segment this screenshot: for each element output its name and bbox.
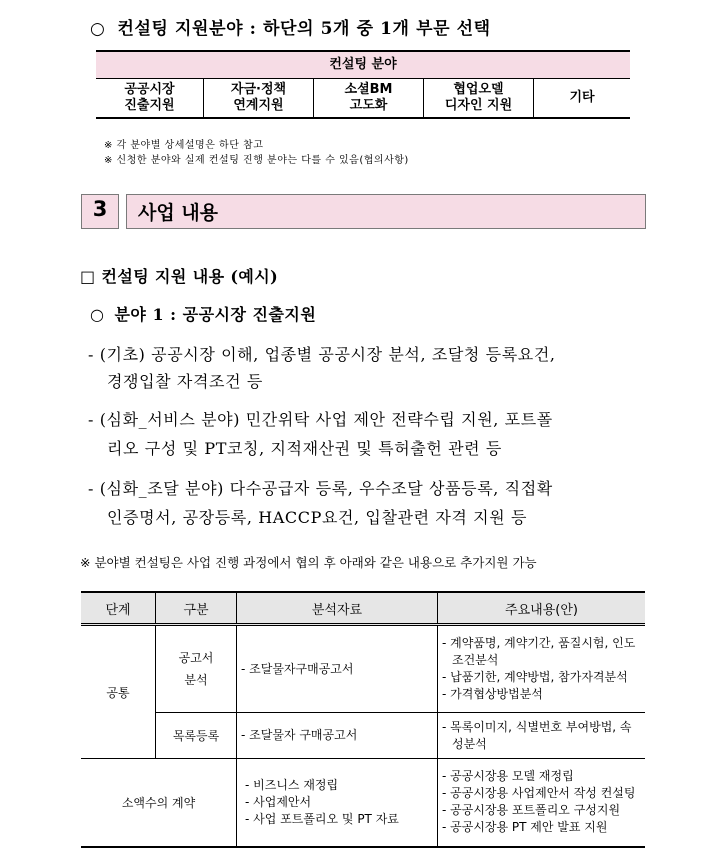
section-number: 3 [92, 197, 108, 221]
intro-heading [90, 14, 491, 39]
extra-note: ※ 분야별 컨설팅은 사업 진행 과정에서 협의 후 아래와 같은 내용으로 추가지원 가능 [80, 555, 537, 570]
contents-row1 [438, 625, 646, 713]
detail-2-line1: - (심화_서비스 분야) 민간위탁 사업 제안 전략수립 지원, 포트폴 [88, 410, 553, 429]
content-item: - 납품기한, 계약방법, 참가자격분석 [442, 670, 628, 684]
detail-3-line2: 인증명서, 공장등록, HACCP요건, 입찰관련 자격 지원 등 [107, 508, 527, 527]
field-table-header: 컨설팅 분야 [96, 51, 630, 79]
support-heading: □ 컨설팅 지원 내용 (예시) [80, 267, 279, 286]
detail-1-line2: 경쟁입찰 자격조건 등 [107, 372, 263, 391]
content-item: 조건분석 [452, 653, 499, 667]
field-other: 기타 [534, 79, 631, 119]
content-item: - 가격협상방법분석 [442, 687, 543, 701]
note-1: ※ 각 분야별 상세설명은 하단 참고 [104, 140, 264, 151]
field1-heading-text: 분야 1 : 공공시장 진출지원 [114, 305, 317, 324]
col-header-category: 구분 [156, 592, 237, 625]
circle-bullet-icon: ○ [90, 19, 106, 39]
field1-heading [90, 302, 316, 325]
material-item: - 사업 포트폴리오 및 PT 자료 [245, 811, 399, 826]
col-header-contents: 주요내용(안) [438, 592, 646, 625]
material-item: - 조달물자구매공고서 [241, 661, 354, 676]
intro-heading-text: 컨설팅 지원분야 : 하단의 5개 중 1개 부문 선택 [117, 19, 491, 39]
detail-2-line2: 리오 구성 및 PT코칭, 지적재산권 및 특허출헌 관련 등 [107, 439, 502, 458]
content-item: - 공공시장용 사업제안서 작성 컨설팅 [442, 786, 636, 801]
contents-row3 [438, 759, 646, 847]
materials-row1 [237, 625, 438, 713]
field-funding-policy: 자금·정책 연계지원 [204, 79, 314, 119]
note-2: ※ 신청한 분야와 실제 컨설팅 진행 분야는 다를 수 있음(협의사항) [104, 155, 409, 166]
category-line: 공고서 [178, 651, 214, 665]
category-notice-analysis [156, 625, 237, 713]
field-collab-design: 협업오델 디자인 지원 [424, 79, 534, 119]
material-item: - 조달물자 구매공고서 [241, 728, 358, 742]
content-item: - 공공시장용 PT 제안 발표 지원 [442, 820, 608, 835]
materials-row3 [237, 759, 438, 847]
content-item: - 목록이미지, 식별번호 부여방법, 속 [442, 719, 632, 734]
content-item: - 계약품명, 계약기간, 품질시험, 인도 [442, 636, 636, 650]
circle-bullet-icon: ○ [90, 305, 105, 324]
material-item: - 사업제안서 [245, 794, 312, 809]
detail-1-line1: - (기초) 공공시장 이해, 업종별 공공시장 분석, 조달청 등록요건, [88, 345, 556, 364]
field-social-bm: 소셜BM 고도화 [314, 79, 424, 119]
section-title: 사업 내용 [138, 202, 219, 224]
content-item: 성분석 [452, 736, 487, 751]
stage-small-contract: 소액수의 계약 [81, 759, 237, 847]
category-list-registration: 목록등록 [156, 713, 237, 759]
content-item: - 공공시장용 모델 재정립 [442, 769, 574, 784]
stage-common: 공통 [81, 625, 156, 759]
category-line: 분석 [184, 673, 208, 687]
material-item: - 비즈니스 재정립 [245, 777, 339, 792]
detail-3-line1: - (심화_조달 분야) 다수공급자 등록, 우수조달 상품등록, 직접확 [88, 479, 553, 498]
consulting-detail-table [81, 591, 645, 848]
col-header-materials: 분석자료 [237, 592, 438, 625]
content-item: - 공공시장용 포트폴리오 구성지원 [442, 803, 621, 818]
consulting-field-table [96, 50, 630, 119]
contents-row2 [438, 713, 646, 759]
field-public-market: 공공시장 진출지원 [96, 79, 204, 119]
materials-row2 [237, 713, 438, 759]
col-header-stage: 단계 [81, 592, 156, 625]
